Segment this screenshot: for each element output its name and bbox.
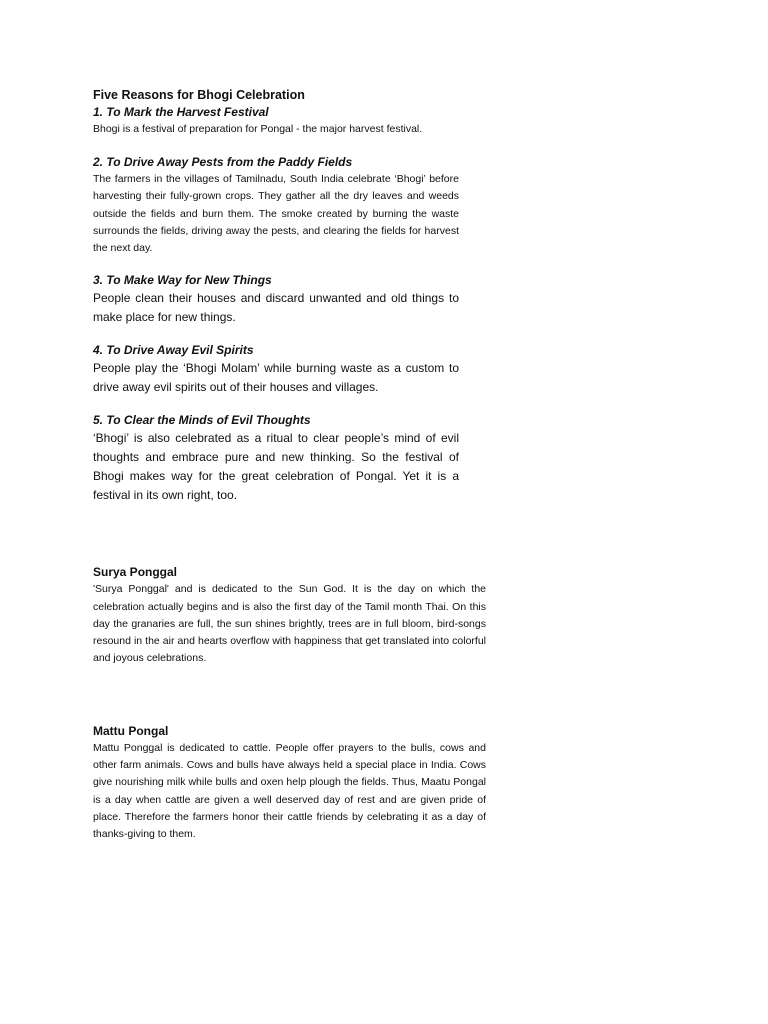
section-drive-away-pests: [93, 154, 459, 257]
section-heading: 2. To Drive Away Pests from the Paddy Fields: [93, 155, 353, 170]
bhogi-reasons-block: [93, 86, 459, 505]
section-evil-thoughts: [93, 412, 459, 505]
section-evil-spirits: [93, 342, 459, 397]
section-heading: Surya Ponggal: [93, 565, 178, 580]
section-new-things: [93, 272, 459, 327]
section-body: The farmers in the villages of Tamilnadu, South India celebrate ‘Bhogi’ before harvesting their fully-grown crops. They gather all the dry leaves and weeds outside the fields and burn them. The smoke created by burning the waste surrounds the fields, driving away the pests, and clearing the fields for harvest the next day.: [93, 173, 459, 255]
section-body: Bhogi is a festival of preparation for Pongal - the major harvest festival.: [93, 123, 423, 135]
section-mattu-pongal: [93, 722, 486, 844]
section-body: 'Surya Ponggal' and is dedicated to the Sun God. It is the day on which the celebration actually begins and is also the first day of the Tamil month Thai. On this day the granaries are full, the sun shines brightly, trees are in full bloom, bird-songs resound in the air and hearts overflow with happiness that get translated into colorful and joyous celebrations.: [93, 583, 486, 665]
section-harvest-festival: [93, 104, 459, 138]
section-body: People play the ‘Bhogi Molam’ while burning waste as a custom to drive away evil spirits out of their houses and villages.: [93, 361, 459, 395]
section-heading: 5. To Clear the Minds of Evil Thoughts: [93, 413, 311, 428]
section-body: People clean their houses and discard unwanted and old things to make place for new things.: [93, 291, 459, 325]
section-heading: 3. To Make Way for New Things: [93, 273, 272, 288]
section-body: ‘Bhogi’ is also celebrated as a ritual to clear people’s mind of evil thoughts and embrace pure and new thinking. So the festival of Bhogi makes way for the great celebration of Pongal. Yet it is a festival in its own right, too.: [93, 431, 459, 503]
document-title: Five Reasons for Bhogi Celebration: [93, 88, 305, 102]
document-page: [93, 86, 486, 843]
section-surya-ponggal: [93, 563, 486, 667]
section-heading: 4. To Drive Away Evil Spirits: [93, 343, 254, 358]
section-heading: 1. To Mark the Harvest Festival: [93, 105, 269, 119]
section-body: Mattu Ponggal is dedicated to cattle. People offer prayers to the bulls, cows and other farm animals. Cows and bulls have always held a special place in India. Cows give nourishing milk while bulls and oxen help plough the fields. Thus, Maatu Pongal is a day when cattle are given a well deserved day of rest and are given pride of place. Therefore the farmers honor their cattle friends by celebrating it as a day of thanks-giving to them.: [93, 741, 486, 841]
section-heading: Mattu Pongal: [93, 723, 169, 738]
